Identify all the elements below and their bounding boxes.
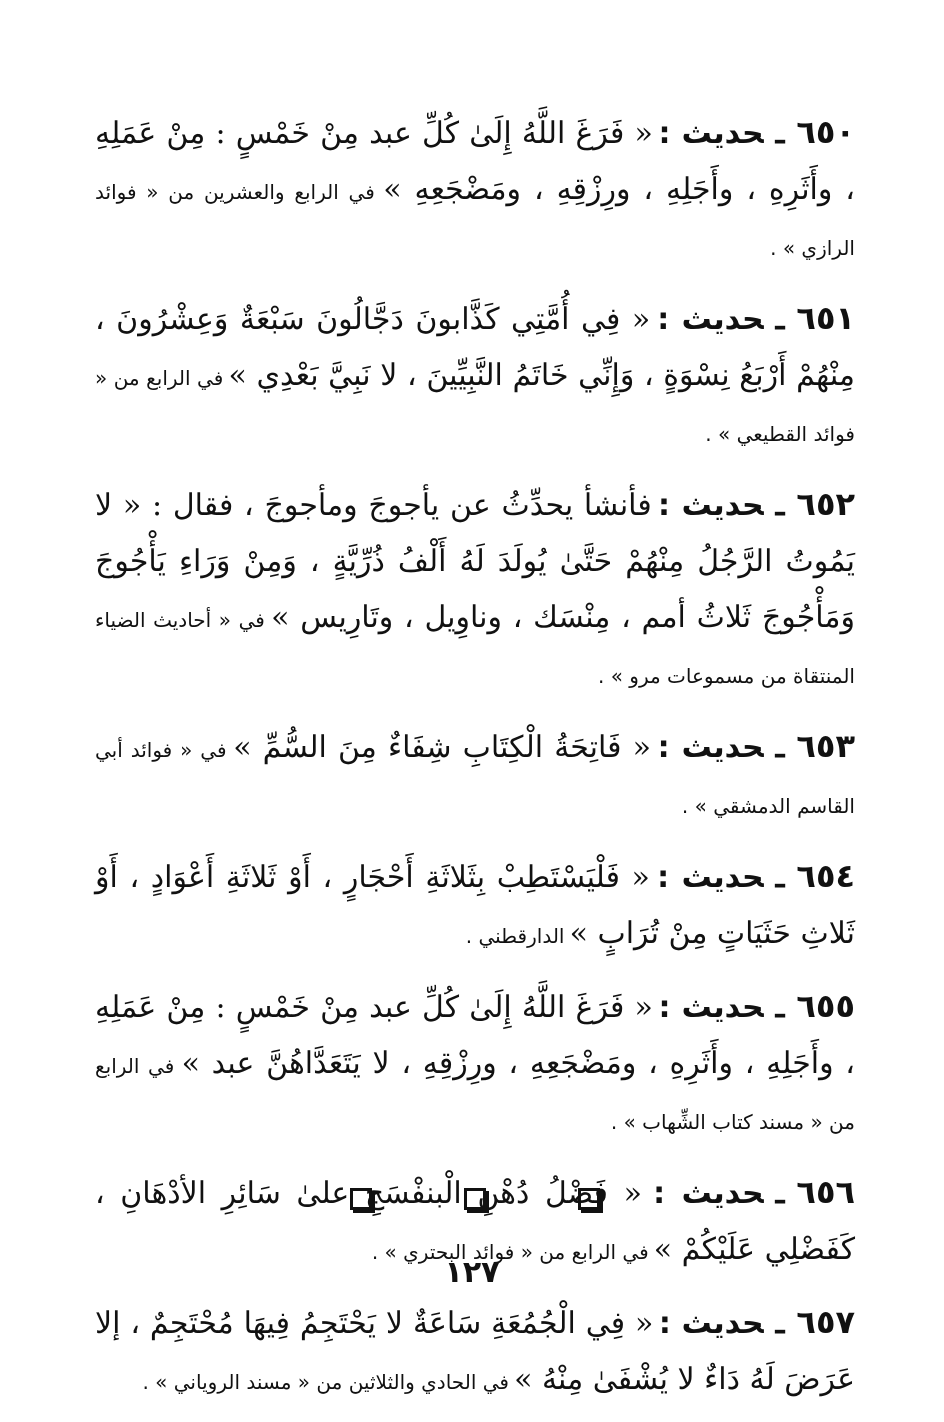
entry-text: « فَضْلُ دُهْنِ الْبنفْسَجِ علىٰ سَائِرِ الأدْهَانِ ، كَفَضْلِي عَلَيْكُمْ »: [95, 1176, 855, 1267]
entry-source: في « فوائد أبي القاسم الدمشقي » .: [95, 738, 855, 818]
entry-text: « فَرَغَ اللَّهُ إِلَىٰ كُلِّ عبد مِنْ خَمْسٍ : مِنْ عَمَلِهِ ، وأَجَلِهِ ، وأَثَرِهِ ، ومَضْجَعِهِ ، ورِزْقِهِ ، لا يَتَعَدَّاهُنَّ عبد »: [95, 990, 855, 1081]
entry-keyword: حديث :: [653, 1176, 764, 1211]
entry-text: « فِي أُمَّتِي كَذَّابونَ دَجَّالُونَ سَبْعَةٌ وَعِشْرُونَ ، مِنْهُمْ أَرْبَعُ نِسْوَةٍ ، وَإِنِّي خَاتَمُ النَّبِيِّينَ ، لا نَبِيَّ بَعْدِي »: [95, 302, 855, 393]
entry-source: في الحادي والثلاثين من « مسند الروياني » .: [142, 1370, 509, 1394]
entry-number: ٦٥٠: [796, 113, 855, 151]
entry-dash: ـ: [775, 302, 785, 337]
square-ornament-icon: [464, 1188, 486, 1210]
square-ornament-icon: [578, 1188, 600, 1210]
entry-dash: ـ: [775, 990, 785, 1025]
hadith-entry: [95, 720, 855, 834]
entry-keyword: حديث :: [658, 1306, 764, 1341]
hadith-entry: [95, 292, 855, 462]
entry-number: ٦٥٧: [796, 1303, 856, 1341]
page-body: [95, 90, 855, 1422]
entry-keyword: حديث :: [657, 488, 764, 523]
entry-keyword: حديث :: [657, 730, 764, 765]
entry-text: « فَلْيَسْتَطِبْ بِثَلاثَةِ أَحْجَارٍ ، أَوْ ثَلاثَةِ أَعْوَادٍ ، أَوْ ثَلاثِ حَثَيَاتٍ مِنْ تُرَابٍ »: [95, 860, 855, 951]
entry-dash: ـ: [775, 1176, 785, 1211]
entry-source: الدارقطني .: [465, 924, 565, 948]
square-ornament-icon: [350, 1188, 372, 1210]
entry-keyword: حديث :: [657, 302, 764, 337]
entry-dash: ـ: [775, 488, 785, 523]
hadith-entry: [95, 478, 855, 704]
entry-number: ٦٥٢: [796, 485, 855, 523]
entry-text: « فَاتِحَةُ الْكِتَابِ شِفَاءٌ مِنَ السُّمِّ »: [233, 730, 651, 765]
entry-keyword: حديث :: [658, 990, 764, 1025]
entry-text: فأنشأ يحدِّثُ عن يأجوجَ ومأجوجَ ، فقال : « لا يَمُوتُ الرَّجُلُ مِنْهُمْ حَتَّىٰ يُولَدَ لَهُ أَلْفُ ذُرِّيَّةٍ ، وَمِنْ وَرَاءِ يَأْجُوجَ وَمَأْجُوجَ ثَلاثُ أمم ، مِنْسَك ، وناوِيل ، وتَارِيس »: [95, 488, 855, 635]
entry-dash: ـ: [775, 116, 785, 151]
entry-source: في الرابع من « فوائد البحتري » .: [371, 1240, 649, 1264]
entry-number: ٦٥٦: [796, 1173, 856, 1211]
entry-source: في « أحاديث الضياء المنتقاة من مسموعات مرو » .: [95, 608, 855, 688]
hadith-entry: [95, 850, 855, 964]
entry-source: في الرابع من « مسند كتاب الشِّهاب » .: [95, 1054, 855, 1134]
entry-source: في الرابع من « فوائد القطيعي » .: [95, 366, 855, 446]
section-end-ornament: [350, 1188, 600, 1210]
hadith-entry: [95, 106, 855, 276]
entry-text: « فَرَغَ اللَّهُ إِلَىٰ كُلِّ عبد مِنْ خَمْسٍ : مِنْ عَمَلِهِ ، وأَثَرِهِ ، وأَجَلِهِ ، ورِزْقِهِ ، ومَضْجَعِهِ »: [95, 116, 855, 207]
entry-number: ٦٥٥: [796, 987, 855, 1025]
page-number: ١٢٧: [444, 1255, 500, 1290]
entry-dash: ـ: [775, 730, 785, 765]
entry-keyword: حديث :: [657, 860, 764, 895]
hadith-entry: [95, 980, 855, 1150]
entry-number: ٦٥١: [796, 299, 855, 337]
entry-number: ٦٥٣: [796, 727, 855, 765]
entry-number: ٦٥٤: [796, 857, 856, 895]
hadith-entry: [95, 1296, 855, 1410]
entry-dash: ـ: [775, 860, 785, 895]
entry-source: في الرابع والعشرين من « فوائد الرازي » .: [95, 180, 855, 260]
entry-keyword: حديث :: [658, 116, 764, 151]
entry-text: « فِي الْجُمُعَةِ سَاعَةٌ لا يَحْتَجِمُ فِيهَا مُحْتَجِمٌ ، إلا عَرَضَ لَهُ دَاءٌ لا يُشْفَىٰ مِنْهُ »: [95, 1306, 855, 1397]
entry-dash: ـ: [775, 1306, 785, 1341]
